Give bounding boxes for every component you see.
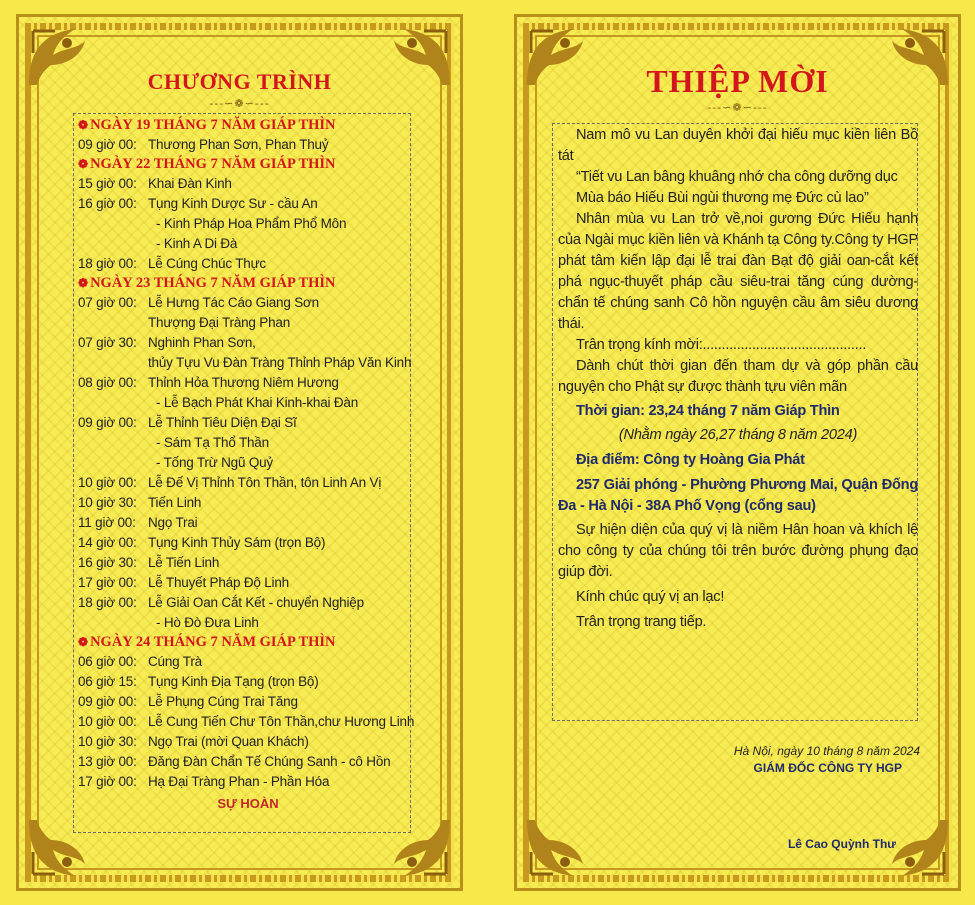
day-heading: [78, 116, 418, 135]
schedule-item: thủy Tựu Vu Đàn Tràng Thỉnh Pháp Văn Kinh: [148, 355, 412, 370]
schedule-row: [78, 553, 418, 573]
corner-ornament-icon: [521, 814, 591, 884]
signature-name: Lê Cao Quỳnh Thư: [787, 837, 896, 851]
intro-paragraph: Nam mô vu Lan duyên khởi đại hiếu mục kiền liên Bồ tát: [558, 127, 918, 164]
schedule-item: Ngọ Trai: [148, 515, 198, 530]
schedule-row: [78, 453, 418, 473]
schedule-row: [78, 573, 418, 593]
program-title: CHƯƠNG TRÌNH: [147, 69, 332, 94]
schedule-time: 10 giờ 30:: [78, 495, 137, 510]
day-heading: [78, 155, 418, 174]
schedule-time: [78, 393, 148, 413]
schedule-row: [78, 174, 418, 194]
occasion-paragraph: Nhân mùa vu Lan trở về,noi gương Đức Hiếu hạnh của Ngài mục kiền liên và Khánh tạ Công ty.Công ty HGP phát tâm kiến lập đại lễ trai đàn Bạt độ giải oan-cắt kết phá ngục-thuyết pháp cầu siêu-trai tăng cúng dường-chẩn tế chúng sanh Cô hồn nguyện cầu âm siêu dương thái.: [558, 211, 918, 332]
schedule-time: [78, 453, 148, 473]
schedule-time: 18 giờ 00:: [78, 256, 137, 271]
invitation-body: [558, 125, 918, 633]
schedule-item: Hạ Đại Tràng Phan - Phần Hóa: [148, 774, 330, 789]
schedule-item: Khai Đàn Kinh: [148, 176, 232, 191]
schedule-item: - Lễ Bạch Phát Khai Kinh-khai Đàn: [156, 395, 359, 410]
event-time: Thời gian: 23,24 tháng 7 năm Giáp Thìn: [576, 403, 840, 419]
schedule-item: Tụng Kinh Địa Tạng (trọn Bộ): [148, 674, 319, 689]
schedule-time: 09 giờ 00:: [78, 694, 137, 709]
schedule-item: Thượng Đại Tràng Phan: [148, 315, 291, 330]
schedule-row: [78, 373, 418, 393]
closing-paragraph: Sự hiện diện của quý vị là niềm Hân hoan và khích lệ cho công ty của chúng tôi trên bước đường phụng đạo giúp đời.: [558, 522, 918, 580]
schedule-row: [78, 533, 418, 553]
schedule-item: Tiến Linh: [148, 495, 202, 510]
schedule-time: [78, 214, 148, 234]
schedule-time: 09 giờ 00:: [78, 137, 137, 152]
program-card: [16, 14, 463, 891]
schedule-item: Tụng Kinh Thủy Sám (trọn Bộ): [148, 535, 326, 550]
schedule-row: [78, 613, 418, 633]
schedule-item: Lễ Hưng Tác Cáo Giang Sơn: [148, 295, 319, 310]
day-heading-text: NGÀY 19 THÁNG 7 NĂM GIÁP THÌN: [90, 117, 336, 133]
schedule-item: Lễ Giải Oan Cắt Kết - chuyển Nghiệp: [148, 595, 364, 610]
invite-line: Trân trọng kính mời:...........................................: [576, 337, 867, 353]
schedule-row: [78, 254, 418, 274]
schedule-time: 18 giờ 00:: [78, 595, 137, 610]
flower-bullet-icon: ❁: [78, 118, 89, 132]
schedule-item: Lễ Phụng Cúng Trai Tăng: [148, 694, 298, 709]
schedule-row: [78, 313, 418, 333]
schedule-row: [78, 752, 418, 772]
schedule-time: [78, 234, 148, 254]
schedule-time: 15 giờ 00:: [78, 176, 137, 191]
schedule-item: Lễ Cúng Chúc Thực: [148, 256, 266, 271]
schedule-row: [78, 234, 418, 254]
day-heading-text: NGÀY 23 THÁNG 7 NĂM GIÁP THÌN: [90, 275, 336, 291]
schedule-item: Cúng Trà: [148, 654, 202, 669]
attendance-paragraph: Dành chút thời gian đến tham dự và góp phần cầu nguyện cho Phật sự được thành tựu viên mãn: [558, 358, 918, 395]
schedule-item: - Tống Trừ Ngũ Quỷ: [156, 455, 273, 470]
flower-bullet-icon: ❁: [78, 635, 89, 649]
flower-bullet-icon: ❁: [78, 157, 89, 171]
schedule-time: 08 giờ 00:: [78, 375, 137, 390]
schedule-row: [78, 672, 418, 692]
title-divider: ---∽❁∽---: [209, 97, 270, 110]
schedule-item: - Hò Đò Đưa Linh: [156, 615, 259, 630]
schedule-item: - Sám Tạ Thổ Thần: [156, 435, 269, 450]
schedule-time: 14 giờ 00:: [78, 535, 137, 550]
schedule-row: [78, 333, 418, 353]
schedule-item: Lễ Thuyết Pháp Độ Linh: [148, 575, 289, 590]
schedule-time: 06 giờ 15:: [78, 674, 137, 689]
schedule-time: [78, 313, 148, 333]
schedule-row: [78, 194, 418, 214]
schedule-row: [78, 473, 418, 493]
signature-role: GIÁM ĐỐC CÔNG TY HGP: [753, 761, 902, 775]
schedule-row: [78, 413, 418, 433]
flower-bullet-icon: ❁: [78, 276, 89, 290]
schedule-time: 07 giờ 30:: [78, 335, 137, 350]
schedule-item: Nghinh Phan Sơn,: [148, 335, 256, 350]
schedule-time: 10 giờ 30:: [78, 734, 137, 749]
day-heading: [78, 274, 418, 293]
schedule-item: Tụng Kinh Dược Sư - cầu An: [148, 196, 318, 211]
schedule-time: 17 giờ 00:: [78, 575, 137, 590]
invitation-title: THIỆP MỜI: [646, 63, 829, 99]
schedule-time: [78, 353, 148, 373]
schedule-list: [78, 116, 418, 815]
day-heading: [78, 633, 418, 652]
end-label: SỰ HOÀN: [217, 796, 279, 811]
invitation-card: [514, 14, 961, 891]
schedule-item: Lễ Tiến Linh: [148, 555, 220, 570]
schedule-time: 17 giờ 00:: [78, 774, 137, 789]
schedule-time: 07 giờ 00:: [78, 295, 137, 310]
schedule-row: [78, 293, 418, 313]
wish-line: Kính chúc quý vị an lạc!: [576, 589, 725, 605]
schedule-row: [78, 353, 418, 373]
schedule-time: 13 giờ 00:: [78, 754, 137, 769]
schedule-time: 10 giờ 00:: [78, 475, 137, 490]
schedule-item: Lễ Thỉnh Tiêu Diện Đại Sĩ: [148, 415, 297, 430]
schedule-row: [78, 712, 418, 732]
day-heading-text: NGÀY 22 THÁNG 7 NĂM GIÁP THÌN: [90, 156, 336, 172]
schedule-time: 16 giờ 30:: [78, 555, 137, 570]
schedule-row: [78, 692, 418, 712]
schedule-item: - Kinh A Di Đà: [156, 236, 238, 251]
schedule-row: [78, 433, 418, 453]
schedule-row: [78, 493, 418, 513]
schedule-row: [78, 652, 418, 672]
schedule-row: [78, 593, 418, 613]
schedule-item: Ngọ Trai (mời Quan Khách): [148, 734, 309, 749]
schedule-item: Thỉnh Hỏa Thương Niêm Hương: [148, 375, 339, 390]
schedule-item: Lễ Cung Tiến Chư Tôn Thần,chư Hương Linh: [148, 714, 415, 729]
event-place: Địa điểm: Công ty Hoàng Gia Phát: [576, 452, 805, 468]
schedule-item: Đăng Đàn Chẩn Tế Chúng Sanh - cô Hồn: [148, 754, 391, 769]
regards-line: Trân trọng trang tiếp.: [576, 614, 707, 630]
signature-date: Hà Nội, ngày 10 tháng 8 năm 2024: [733, 744, 920, 758]
schedule-time: [78, 613, 148, 633]
quote-line-2: Mùa báo Hiếu Bùi ngùi thương mẹ Đức cù lao”: [576, 190, 869, 206]
schedule-row: [78, 214, 418, 234]
title-divider: ---∽❁∽---: [707, 101, 768, 114]
schedule-row: [78, 513, 418, 533]
schedule-time: [78, 433, 148, 453]
event-time-note: (Nhằm ngày 26,27 tháng 8 năm 2024): [618, 427, 858, 443]
schedule-row: [78, 393, 418, 413]
schedule-time: 16 giờ 00:: [78, 196, 137, 211]
schedule-time: 11 giờ 00:: [78, 515, 136, 530]
event-address: 257 Giải phóng - Phường Phương Mai, Quận Đống Đa - Hà Nội - 38A Phố Vọng (cổng sau): [558, 477, 918, 514]
quote-line-1: “Tiết vu Lan bâng khuâng nhớ cha công dưỡng dục: [576, 169, 898, 185]
schedule-time: 09 giờ 00:: [78, 415, 137, 430]
schedule-row: [78, 772, 418, 792]
day-heading-text: NGÀY 24 THÁNG 7 NĂM GIÁP THÌN: [90, 634, 336, 650]
schedule-time: 06 giờ 00:: [78, 654, 137, 669]
schedule-row: [78, 732, 418, 752]
schedule-row: [78, 135, 418, 155]
schedule-item: Lễ Đế Vị Thỉnh Tôn Thần, tôn Linh An Vị: [148, 475, 382, 490]
schedule-item: - Kinh Pháp Hoa Phẩm Phổ Môn: [156, 216, 347, 231]
schedule-time: 10 giờ 00:: [78, 714, 137, 729]
schedule-item: Thương Phan Sơn, Phan Thuỷ: [148, 137, 329, 152]
